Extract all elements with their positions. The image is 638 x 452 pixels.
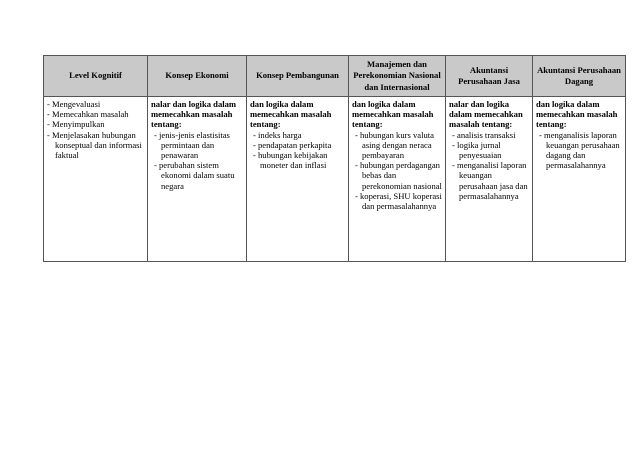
list-item: - perubahan sistem ekonomi dalam suatu negara xyxy=(154,160,235,191)
list-item: - indeks harga xyxy=(253,129,302,140)
cell-intro: dan logika dalam memecahkan masalah tentang: xyxy=(536,99,618,130)
cell-level-kognitif xyxy=(44,97,148,262)
list-item: - menganalisis laporan keuangan perusahaan dagang dan permasalahannya xyxy=(539,129,620,171)
list-item: - Memecahkan masalah xyxy=(47,109,129,120)
list-item: - koperasi, SHU koperasi dan permasalahannya xyxy=(355,190,442,212)
cell-akuntansi-dagang xyxy=(533,97,626,262)
list-item: - jenis-jenis elastisitas permintaan dan penawaran xyxy=(154,129,230,161)
cell-konsep-ekonomi xyxy=(148,97,247,262)
header-akuntansi-jasa: Akuntansi Perusahaan Jasa xyxy=(446,56,533,97)
cell-intro: dan logika dalam memecahkan masalah tentang: xyxy=(250,99,332,130)
list-item: - hubungan perdagangan bebas dan perekonomian nasional xyxy=(355,160,442,191)
topic-list xyxy=(449,130,530,201)
list-item: - hubungan kurs valuta asing dengan neraca pembayaran xyxy=(355,129,434,161)
cell-intro: nalar dan logika dalam memecahkan masalah tentang: xyxy=(449,99,523,130)
header-akuntansi-dagang: Akuntansi Perusahaan Dagang xyxy=(533,56,626,97)
cell-manajemen-perekonomian xyxy=(349,97,446,262)
list-item: - Mengevaluasi xyxy=(47,99,101,109)
cell-intro: dan logika dalam memecahkan masalah tentang: xyxy=(352,99,434,130)
topic-list xyxy=(250,130,346,171)
header-konsep-pembangunan: Konsep Pembangunan xyxy=(247,56,349,97)
table-row xyxy=(44,97,626,262)
topic-list xyxy=(352,130,443,212)
list-item: - Menjelasakan hubungan konseptual dan informasi faktual xyxy=(47,129,142,161)
header-manajemen-perekonomian: Manajemen dan Perekonomian Nasional dan Internasional xyxy=(349,56,446,97)
list-item: - Menyimpulkan xyxy=(47,119,105,130)
cell-konsep-pembangunan xyxy=(247,97,349,262)
cell-akuntansi-jasa xyxy=(446,97,533,262)
list-item: - analisis transaksi xyxy=(452,129,516,140)
header-level-kognitif: Level Kognitif xyxy=(44,56,148,97)
header-konsep-ekonomi: Konsep Ekonomi xyxy=(148,56,247,97)
level-list xyxy=(47,99,145,160)
topic-list xyxy=(151,130,244,191)
list-item: - logika jurnal penyesuaian xyxy=(452,139,502,161)
list-item: - menganalisi laporan keuangan perusahaan jasa dan permasalahannya xyxy=(452,160,528,201)
list-item: - hubungan kebijakan moneter dan inflasi xyxy=(253,150,328,171)
header-row xyxy=(44,56,626,97)
topic-list xyxy=(536,130,623,171)
competency-table xyxy=(43,55,626,262)
list-item: - pendapatan perkapita xyxy=(253,139,332,150)
cell-intro: nalar dan logika dalam memecahkan masalah tentang: xyxy=(151,99,237,130)
